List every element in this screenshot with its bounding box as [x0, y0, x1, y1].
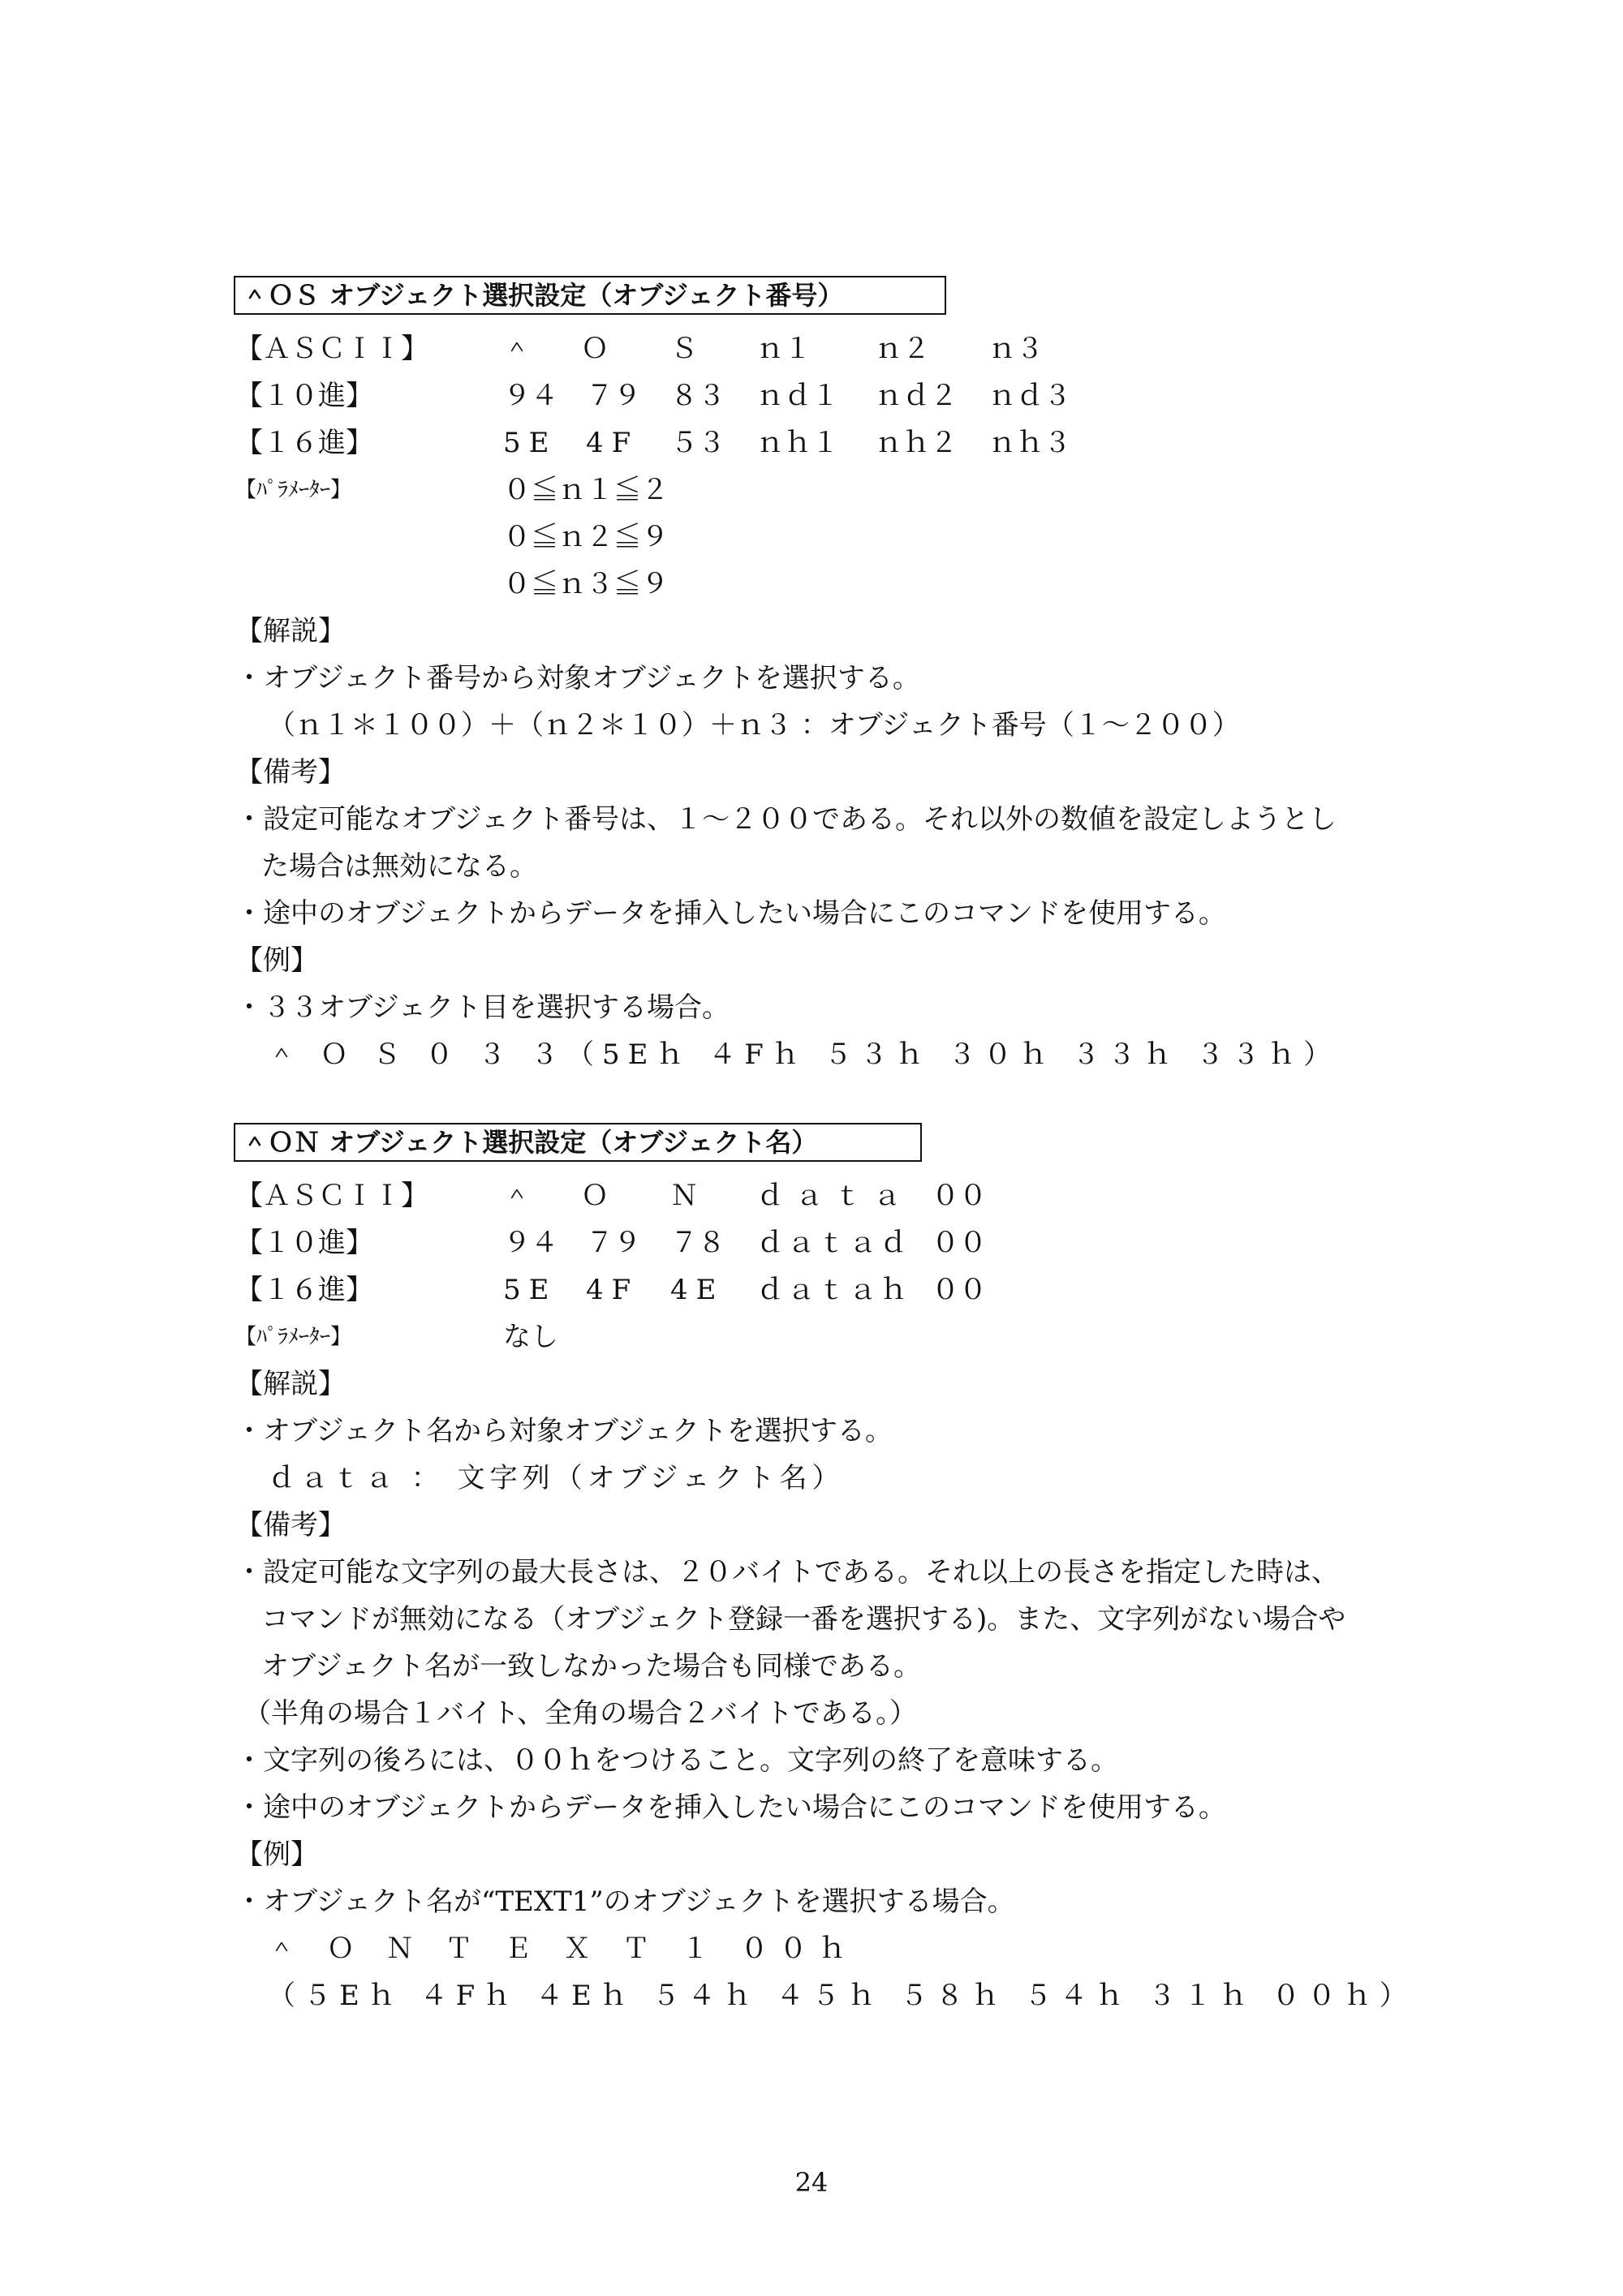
- explanation-line: （ｎ１＊１００）＋（ｎ２＊１０）＋ｎ３ ：オブジェクト番号（１～２００）: [268, 709, 1240, 742]
- notes-title: 【備考】: [235, 756, 346, 789]
- param-line: ０≦ｎ１≦２: [503, 474, 669, 506]
- row-tag-hex: 【１６進】: [235, 1274, 373, 1306]
- section-heading-on: ＾ＯＮ オブジェクト選択設定（オブジェクト名）: [234, 1123, 922, 1162]
- cell: ００: [932, 1227, 987, 1259]
- notes-line: ・途中のオブジェクトからデータを挿入したい場合にこのコマンドを使用する。: [235, 897, 1226, 930]
- cell: ｎ３: [988, 333, 1044, 365]
- cell: ８３: [670, 380, 725, 412]
- row-tag-ascii: 【ＡＳＣＩＩ】: [235, 333, 428, 365]
- cell: Ｎ: [670, 1180, 698, 1212]
- cell: 4F: [586, 427, 639, 459]
- notes-line: た場合は無効になる。: [261, 850, 537, 883]
- cell: ｎｈ２: [875, 427, 958, 459]
- cell: 5E: [503, 1274, 558, 1306]
- param-tag: 【ﾊﾟﾗﾒｰﾀｰ】: [235, 478, 352, 502]
- notes-line: （半角の場合１バイト、全角の場合２バイトである。）: [243, 1697, 917, 1730]
- notes-line: ・設定可能な文字列の最大長さは、２０バイトである。それ以上の長さを指定した時は、: [235, 1556, 1339, 1589]
- param-line: なし: [503, 1321, 558, 1353]
- cell: ９４: [503, 1227, 558, 1259]
- cell: ５３: [670, 427, 725, 459]
- param-tag: 【ﾊﾟﾗﾒｰﾀｰ】: [235, 1325, 352, 1349]
- example-line: ＾ Ｏ Ｓ ０ ３ ３（5Eｈ ４Fｈ ５３ｈ ３０ｈ ３３ｈ ３３ｈ）: [268, 1038, 1340, 1071]
- explanation-title: 【解説】: [235, 1368, 346, 1400]
- row-tag-decimal: 【１０進】: [235, 380, 373, 412]
- cell: ｄａｔａ: [756, 1180, 912, 1212]
- cell: 4E: [670, 1274, 725, 1306]
- cell: ｎｄ２: [875, 380, 958, 412]
- example-line: （５Eｈ ４Fｈ ４Eｈ ５４ｈ ４５ｈ ５８ｈ ５４ｈ ３１ｈ ００ｈ）: [268, 1980, 1415, 2012]
- notes-line: ・文字列の後ろには、００ｈをつけること。文字列の終了を意味する。: [235, 1744, 1118, 1777]
- cell: ７９: [586, 1227, 641, 1259]
- cell: ９４: [503, 380, 558, 412]
- example-title: 【例】: [235, 1838, 318, 1871]
- cell: 5E: [503, 427, 558, 459]
- row-tag-decimal: 【１０進】: [235, 1227, 373, 1259]
- cell: ｄａｔａｈ: [756, 1274, 911, 1306]
- cell: ７９: [586, 380, 641, 412]
- explanation-line: ・オブジェクト番号から対象オブジェクトを選択する。: [235, 662, 920, 694]
- notes-line: ・設定可能なオブジェクト番号は、１～２００である。それ以外の数値を設定しようとし: [235, 803, 1337, 836]
- cell: ｎｈ３: [988, 427, 1071, 459]
- example-title: 【例】: [235, 944, 318, 977]
- example-line: ＾ Ｏ Ｎ Ｔ Ｅ Ｘ Ｔ １ ００ｈ: [268, 1933, 858, 1965]
- cell: ＾: [503, 1180, 531, 1212]
- cell: ｎｄ１: [756, 380, 839, 412]
- param-line: ０≦ｎ３≦９: [503, 568, 669, 600]
- section-heading-os: ＾ＯＳ オブジェクト選択設定（オブジェクト番号）: [234, 276, 946, 315]
- row-tag-hex: 【１６進】: [235, 427, 373, 459]
- cell: ＾: [503, 333, 531, 365]
- cell: ｎ２: [875, 333, 930, 365]
- cell: ｄａｔａｄ: [756, 1227, 911, 1259]
- cell: Ｏ: [581, 333, 609, 365]
- cell: ｎｄ３: [988, 380, 1071, 412]
- notes-line: ・途中のオブジェクトからデータを挿入したい場合にこのコマンドを使用する。: [235, 1791, 1226, 1824]
- cell: 4F: [586, 1274, 639, 1306]
- cell: ７８: [670, 1227, 725, 1259]
- explanation-line: ｄａｔａ ： 文字列（オブジェクト名）: [268, 1462, 845, 1494]
- example-line: ・３３オブジェクト目を選択する場合。: [235, 991, 730, 1024]
- cell: Ｓ: [670, 333, 698, 365]
- cell: ００: [932, 1180, 987, 1212]
- notes-line: コマンドが無効になる（オブジェクト登録一番を選択する)。また、文字列がない場合や: [261, 1603, 1346, 1636]
- cell: Ｏ: [581, 1180, 609, 1212]
- example-line: ・オブジェクト名が“TEXT1”のオブジェクトを選択する場合。: [235, 1885, 1015, 1918]
- explanation-title: 【解説】: [235, 615, 346, 647]
- cell: ｎ１: [756, 333, 812, 365]
- cell: ｎｈ１: [756, 427, 839, 459]
- notes-title: 【備考】: [235, 1509, 346, 1541]
- param-line: ０≦ｎ２≦９: [503, 521, 669, 553]
- page-number: 24: [794, 2167, 829, 2198]
- row-tag-ascii: 【ＡＳＣＩＩ】: [235, 1180, 428, 1212]
- notes-line: オブジェクト名が一致しなかった場合も同様である。: [261, 1650, 921, 1683]
- explanation-line: ・オブジェクト名から対象オブジェクトを選択する。: [235, 1415, 893, 1447]
- cell: ００: [932, 1274, 987, 1306]
